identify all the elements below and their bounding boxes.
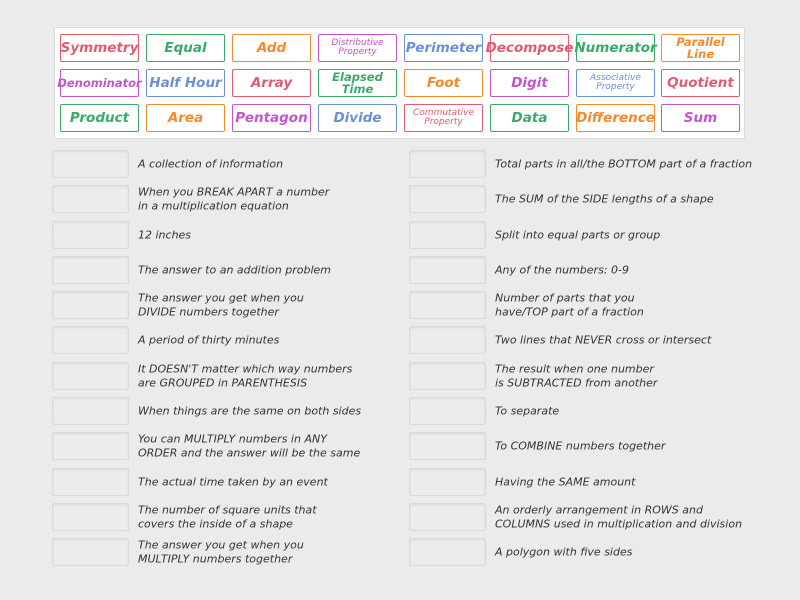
clue-text: Any of the numbers: 0-9: [495, 263, 629, 277]
clue-text: The result when one number is SUBTRACTED from another: [495, 362, 658, 389]
word-tile-product[interactable]: Product: [60, 104, 139, 132]
left-match-row: [52, 150, 412, 178]
right-match-row: [409, 397, 769, 425]
clue-text: When things are the same on both sides: [138, 404, 362, 418]
word-tile-elapsed-time[interactable]: Elapsed Time: [318, 69, 397, 97]
drop-slot[interactable]: [409, 291, 486, 319]
right-match-row: [409, 362, 769, 390]
clue-text: 12 inches: [138, 228, 192, 242]
drop-slot[interactable]: [52, 468, 129, 496]
clue-text: Number of parts that you have/TOP part of a fraction: [495, 291, 644, 318]
word-tile-difference[interactable]: Difference: [576, 104, 655, 132]
drop-slot[interactable]: [409, 538, 486, 566]
drop-slot[interactable]: [52, 185, 129, 213]
clue-text: It DOESN'T matter which way numbers are GROUPED in PARENTHESIS: [138, 362, 353, 389]
left-match-row: [52, 256, 412, 284]
word-tile-numerator[interactable]: Numerator: [576, 34, 655, 62]
clue-text: The answer you get when you DIVIDE numbers together: [138, 291, 304, 318]
word-bank: [54, 27, 745, 139]
word-tile-area[interactable]: Area: [146, 104, 225, 132]
drop-slot[interactable]: [409, 432, 486, 460]
clue-text: The actual time taken by an event: [138, 475, 328, 489]
word-tile-equal[interactable]: Equal: [146, 34, 225, 62]
word-tile-digit[interactable]: Digit: [490, 69, 569, 97]
clue-text: You can MULTIPLY numbers in ANY ORDER and the answer will be the same: [138, 432, 361, 459]
right-match-row: [409, 432, 769, 460]
clue-text: An orderly arrangement in ROWS and COLUMNS used in multiplication and division: [495, 503, 743, 530]
word-tile-add[interactable]: Add: [232, 34, 311, 62]
drop-slot[interactable]: [52, 326, 129, 354]
right-match-row: [409, 185, 769, 213]
right-match-row: [409, 538, 769, 566]
left-match-row: [52, 503, 412, 531]
drop-slot[interactable]: [409, 185, 486, 213]
drop-slot[interactable]: [52, 256, 129, 284]
drop-slot[interactable]: [52, 538, 129, 566]
left-match-row: [52, 538, 412, 566]
word-tile-sum[interactable]: Sum: [661, 104, 740, 132]
clue-text: The answer you get when you MULTIPLY numbers together: [138, 538, 304, 565]
clue-text: The number of square units that covers the inside of a shape: [138, 503, 317, 530]
left-match-row: [52, 221, 412, 249]
drop-slot[interactable]: [52, 397, 129, 425]
left-match-row: [52, 291, 412, 319]
left-match-row: [52, 468, 412, 496]
word-tile-foot[interactable]: Foot: [404, 69, 483, 97]
drop-slot[interactable]: [52, 221, 129, 249]
word-tile-parallel-line[interactable]: Parallel Line: [661, 34, 740, 62]
right-match-row: [409, 468, 769, 496]
drop-slot[interactable]: [409, 397, 486, 425]
clue-text: Split into equal parts or group: [495, 228, 661, 242]
drop-slot[interactable]: [409, 326, 486, 354]
right-match-row: [409, 256, 769, 284]
drop-slot[interactable]: [409, 362, 486, 390]
drop-slot[interactable]: [409, 468, 486, 496]
drop-slot[interactable]: [409, 150, 486, 178]
drop-slot[interactable]: [52, 503, 129, 531]
clue-text: Two lines that NEVER cross or intersect: [495, 333, 712, 347]
clue-text: The SUM of the SIDE lengths of a shape: [495, 192, 714, 206]
clue-text: To separate: [495, 404, 560, 418]
right-match-row: [409, 326, 769, 354]
left-match-row: [52, 432, 412, 460]
word-tile-commutative-property[interactable]: Commutative Property: [404, 104, 483, 132]
word-tile-distributive-property[interactable]: Distributive Property: [318, 34, 397, 62]
word-tile-perimeter[interactable]: Perimeter: [404, 34, 483, 62]
drop-slot[interactable]: [409, 256, 486, 284]
word-tile-pentagon[interactable]: Pentagon: [232, 104, 311, 132]
left-match-row: [52, 326, 412, 354]
clue-text: A period of thirty minutes: [138, 333, 280, 347]
clue-text: Total parts in all/the BOTTOM part of a fraction: [495, 157, 753, 171]
clue-text: When you BREAK APART a number in a multiplication equation: [138, 185, 330, 212]
drop-slot[interactable]: [409, 221, 486, 249]
right-match-row: [409, 221, 769, 249]
word-tile-quotient[interactable]: Quotient: [661, 69, 740, 97]
word-tile-denominator[interactable]: Denominator: [60, 69, 139, 97]
right-match-row: [409, 150, 769, 178]
drop-slot[interactable]: [52, 432, 129, 460]
drop-slot[interactable]: [52, 291, 129, 319]
word-tile-associative-property[interactable]: Associative Property: [576, 69, 655, 97]
word-tile-half-hour[interactable]: Half Hour: [146, 69, 225, 97]
left-match-row: [52, 397, 412, 425]
right-match-row: [409, 503, 769, 531]
word-tile-array[interactable]: Array: [232, 69, 311, 97]
clue-text: A polygon with five sides: [495, 545, 633, 559]
left-match-row: [52, 185, 412, 213]
word-tile-data[interactable]: Data: [490, 104, 569, 132]
word-tile-decompose[interactable]: Decompose: [490, 34, 569, 62]
clue-text: The answer to an addition problem: [138, 263, 332, 277]
right-match-row: [409, 291, 769, 319]
clue-text: A collection of information: [138, 157, 284, 171]
word-tile-symmetry[interactable]: Symmetry: [60, 34, 139, 62]
clue-text: To COMBINE numbers together: [495, 439, 666, 453]
drop-slot[interactable]: [52, 150, 129, 178]
drop-slot[interactable]: [409, 503, 486, 531]
left-match-row: [52, 362, 412, 390]
drop-slot[interactable]: [52, 362, 129, 390]
word-tile-divide[interactable]: Divide: [318, 104, 397, 132]
clue-text: Having the SAME amount: [495, 475, 636, 489]
